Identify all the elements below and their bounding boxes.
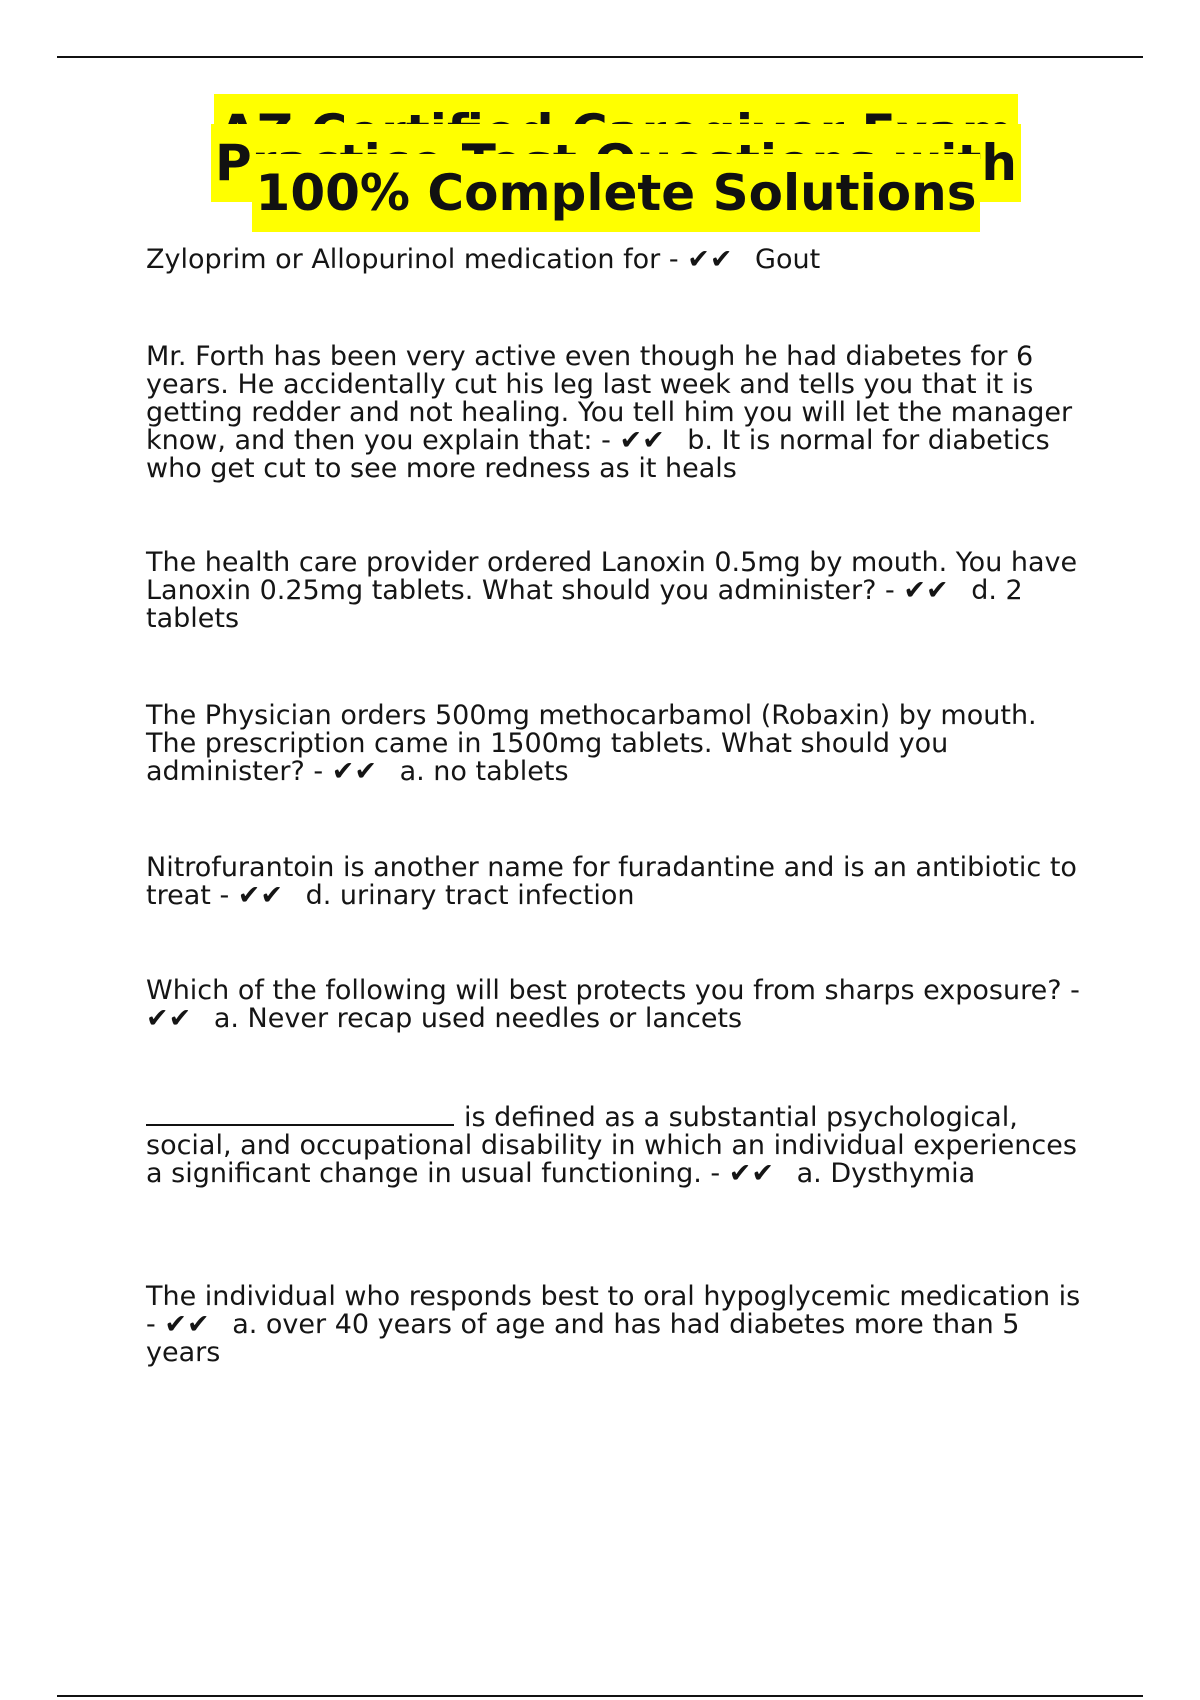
question-text: Nitrofurantoin is another name for furadantine and is an antibiotic to treat (146, 852, 1077, 911)
question-text: The Physician orders 500mg methocarbamol (Robaxin) by mouth. The prescription came in 1500mg tablets. What should you administer? (146, 700, 1037, 787)
check-icon: ✔✔ (164, 1309, 210, 1340)
question-text: is defined as a substantial psychological, social, and occupational disability in which an individual experiences a significant change in usual functioning. (146, 1102, 1077, 1189)
check-icon: ✔✔ (146, 1003, 192, 1034)
separator: - (1070, 975, 1080, 1006)
qa-item-2 (146, 343, 1086, 483)
separator: - (146, 1309, 156, 1340)
check-icon: ✔✔ (728, 1158, 775, 1189)
qa-item-6 (146, 977, 1086, 1033)
bottom-rule (57, 1695, 1143, 1697)
separator: - (668, 244, 679, 275)
check-icon: ✔✔ (903, 575, 949, 606)
question-text: Mr. Forth has been very active even though he had diabetes for 6 years. He accidentally cut his leg last week and tells you that it is getting redder and not healing. You tell him you will let the manager know, and then you explain that: (146, 341, 1073, 456)
separator: - (313, 756, 324, 787)
answer-text: a. Dysthymia (796, 1158, 976, 1189)
title-highlight: AZ Certified Caregiver Exam Practice Test Questions with 100% Complete Solutions (211, 94, 1021, 232)
question-text: The individual who responds best to oral hypoglycemic medication is (146, 1281, 1081, 1312)
separator: - (710, 1158, 721, 1189)
top-rule (57, 56, 1143, 58)
check-icon: ✔✔ (331, 756, 377, 787)
answer-text: d. urinary tract infection (305, 880, 635, 911)
qa-item-1 (146, 246, 1086, 274)
qa-item-7 (146, 1102, 1086, 1188)
check-icon: ✔✔ (687, 244, 733, 275)
check-icon: ✔✔ (237, 880, 284, 911)
separator: - (601, 425, 611, 456)
answer-text: a. no tablets (399, 756, 569, 787)
answer-text: a. over 40 years of age and has had diabetes more than 5 years (146, 1309, 1020, 1368)
separator: - (219, 880, 230, 911)
question-text: Which of the following will best protects you from sharps exposure? (146, 975, 1062, 1006)
qa-item-8 (146, 1283, 1086, 1367)
answer-text: Gout (755, 244, 821, 275)
check-icon: ✔✔ (619, 425, 665, 456)
answer-text: a. Never recap used needles or lancets (213, 1003, 743, 1034)
answer-text: d. 2 tablets (146, 575, 1023, 634)
qa-item-4 (146, 702, 1086, 786)
question-text: Zyloprim or Allopurinol medication for (146, 244, 661, 275)
fill-in-blank-line (146, 1102, 454, 1126)
document-title (146, 104, 1086, 222)
separator: - (885, 575, 895, 606)
qa-item-3 (146, 549, 1086, 633)
question-text: The health care provider ordered Lanoxin 0.5mg by mouth. You have Lanoxin 0.25mg tablets. What should you administer? (146, 547, 1078, 606)
answer-text: b. It is normal for diabetics who get cut to see more redness as it heals (146, 425, 1050, 484)
qa-item-5 (146, 854, 1086, 910)
